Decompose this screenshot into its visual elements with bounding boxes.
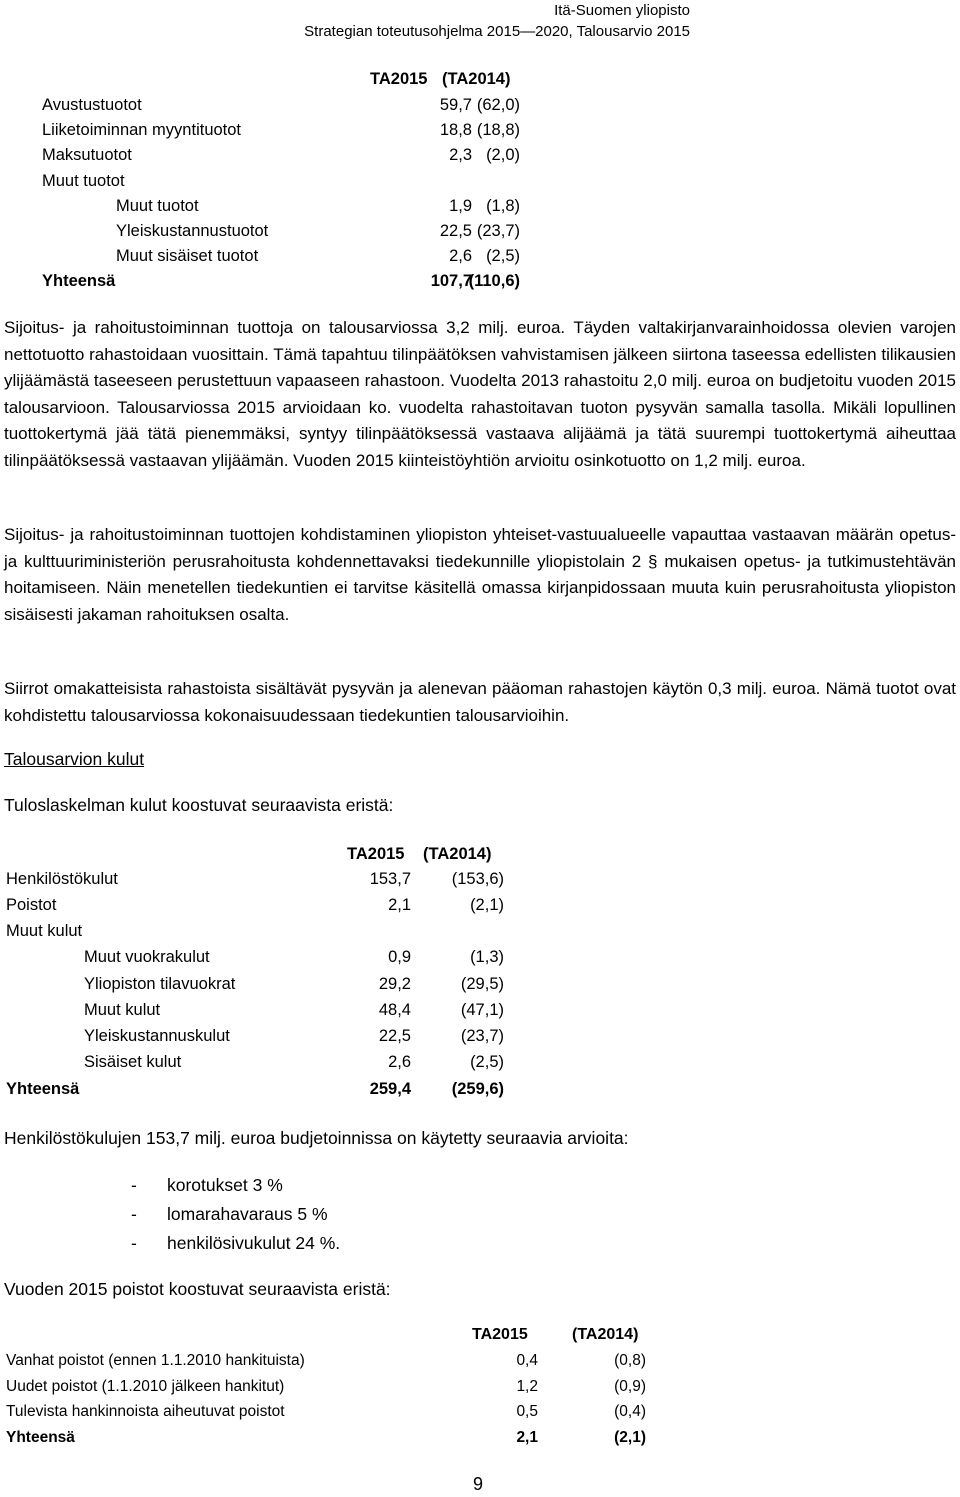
row-label: Uudet poistot (1.1.2010 jälkeen hankitut) <box>6 1378 285 1395</box>
paragraph-fund-transfers: Siirrot omakatteisista rahastoista sisältävät pysyvän ja alenevan pääoman rahastojen käytön 0,3 milj. euroa. Nämä tuotot ovat kohdistettu talousarviossa kokonaisuudessaan tiedekuntien talousarvioihin. <box>4 679 956 725</box>
list-item <box>131 1175 283 1196</box>
row-label: Avustustuotot <box>42 96 142 114</box>
row-value-2015: 259,4 <box>369 1080 411 1098</box>
row-value-2015: 107,7 <box>430 272 472 290</box>
paragraph-investment-income: Sijoitus- ja rahoitustoiminnan tuottoja on talousarviossa 3,2 milj. euroa. Täyden valtakirjanvarainhoidossa olevien varojen nettotuotto rahastoidaan vuosittain. Tämä tapahtuu tilinpäätöksen vahvistamisen jälkeen siirtona taseessa edellisten tilikausien ylijäämästä taseeseen perustettuun vapaaseen rahastoon. Vuodelta 2013 rahastoitu 2,0 milj. euroa on budjetoitu vuoden 2015 talousarvioon. Talousarviossa 2015 arvioidaan ko. vuodelta rahastoitavan tuoton pysyvän samalla tasolla. Mikäli lopullinen tuottokertymä jää tätä pienemmäksi, syntyy tilinpäätöksessä vastaava alijäämä ja tätä suurempi tuottokertymä aiheuttaa tilinpäätöksessä vastaavan ylijäämän. Vuoden 2015 kiinteistöyhtiön arvioitu osinkotuotto on 1,2 milj. euroa. <box>4 318 956 470</box>
row-value-2014: (2,5) <box>470 1053 504 1071</box>
row-value-2015: 1,9 <box>449 197 472 215</box>
row-label: Muut tuotot <box>42 172 125 190</box>
row-label: Henkilöstökulut <box>6 870 118 888</box>
row-value-2014: (2,5) <box>486 247 520 265</box>
table-row <box>42 197 522 221</box>
page-number: 9 <box>473 1474 484 1494</box>
row-value-2015: 2,1 <box>516 1429 538 1446</box>
row-value-2015: 29,2 <box>378 975 411 993</box>
row-value-2015: 2,6 <box>449 247 472 265</box>
table-row <box>42 96 522 120</box>
list-item-text: korotukset 3 % <box>167 1175 283 1195</box>
header-document-title: Strategian toteutusohjelma 2015—2020, Talousarvio 2015 <box>304 23 690 40</box>
table-row <box>6 975 506 999</box>
row-value-2014: (110,6) <box>468 272 520 290</box>
row-value-2014: (1,8) <box>486 197 520 215</box>
list-item <box>131 1204 328 1225</box>
income-col-ta2015: TA2015 <box>370 70 428 88</box>
row-value-2014: (259,6) <box>451 1080 504 1098</box>
table-row <box>6 948 506 972</box>
row-value-2014: (29,5) <box>460 975 504 993</box>
row-value-2015: 2,1 <box>388 896 411 914</box>
table-row <box>6 1352 648 1376</box>
table-row <box>42 121 522 145</box>
table-row <box>6 922 506 946</box>
list-dash: - <box>131 1204 137 1224</box>
table-row <box>42 172 522 196</box>
section-heading-costs: Talousarvion kulut <box>4 749 145 769</box>
row-value-2015: 0,4 <box>516 1352 538 1369</box>
page-header <box>304 0 690 42</box>
row-label: Yhteensä <box>6 1080 80 1098</box>
row-value-2015: 0,9 <box>388 948 411 966</box>
row-label: Sisäiset kulut <box>84 1053 182 1071</box>
depr-col-ta2014: (TA2014) <box>572 1326 639 1343</box>
row-label: Vanhat poistot (ennen 1.1.2010 hankituista) <box>6 1352 305 1369</box>
row-label: Tulevista hankinnoista aiheutuvat poistot <box>6 1403 285 1420</box>
income-col-ta2014: (TA2014) <box>442 70 511 88</box>
cost-col-ta2014: (TA2014) <box>423 845 492 863</box>
table-row <box>6 1403 648 1427</box>
row-label: Yliopiston tilavuokrat <box>84 975 236 993</box>
row-label: Muut sisäiset tuotot <box>116 247 259 265</box>
list-dash: - <box>131 1233 137 1253</box>
row-value-2014: (0,8) <box>614 1352 646 1369</box>
row-label: Maksutuotot <box>42 146 132 164</box>
list-item <box>131 1233 340 1254</box>
header-institution: Itä-Suomen yliopisto <box>554 2 690 19</box>
table-row <box>6 896 506 920</box>
table-row <box>42 247 522 271</box>
cost-col-ta2015: TA2015 <box>347 845 405 863</box>
row-label: Yhteensä <box>6 1429 75 1446</box>
row-label: Poistot <box>6 896 57 914</box>
row-value-2015: 0,5 <box>516 1403 538 1420</box>
table-row <box>6 1001 506 1025</box>
row-value-2014: (2,1) <box>470 896 504 914</box>
paragraph-allocation: Sijoitus- ja rahoitustoiminnan tuottojen kohdistaminen yliopiston yhteiset-vastuualueelle vapauttaa vastaavan määrän opetus- ja kulttuuriministeriön perusrahoitusta kohdennettavaksi tiedekunnille yliopistolain 2 § mukaisen opetus- ja tutkimustehtävän hoitamiseen. Näin menetellen tiedekuntien ei tarvitse käsitellä omassa kirjanpidossaan muuta kuin perusrahoitusta yliopiston sisäisesti jakaman rahoituksen osalta. <box>4 525 956 624</box>
list-dash: - <box>131 1175 137 1195</box>
row-value-2014: (23,7) <box>460 1027 504 1045</box>
table-row <box>42 146 522 170</box>
row-value-2015: 2,6 <box>388 1053 411 1071</box>
row-value-2015: 153,7 <box>369 870 411 888</box>
row-label: Yhteensä <box>42 272 116 290</box>
personnel-intro: Henkilöstökulujen 153,7 milj. euroa budjetoinnissa on käytetty seuraavia arvioita: <box>4 1128 629 1148</box>
row-value-2015: 48,4 <box>378 1001 411 1019</box>
row-value-2014: (0,4) <box>614 1403 646 1420</box>
row-label: Muut vuokrakulut <box>84 948 210 966</box>
row-value-2015: 22,5 <box>439 222 472 240</box>
row-value-2014: (18,8) <box>476 121 520 139</box>
table-row <box>6 1053 506 1077</box>
table-row-total <box>42 272 522 296</box>
table-row <box>6 1027 506 1051</box>
row-value-2015: 22,5 <box>378 1027 411 1045</box>
row-value-2014: (153,6) <box>451 870 504 888</box>
row-value-2014: (1,3) <box>470 948 504 966</box>
row-label: Muut tuotot <box>116 197 199 215</box>
row-value-2014: (47,1) <box>460 1001 504 1019</box>
row-value-2015: 59,7 <box>439 96 472 114</box>
table-row <box>6 870 506 894</box>
depr-col-ta2015: TA2015 <box>472 1326 528 1343</box>
table-row-total <box>6 1429 648 1453</box>
row-value-2014: (2,1) <box>614 1429 646 1446</box>
table-row <box>6 1378 648 1402</box>
row-label: Yleiskustannustuotot <box>116 222 269 240</box>
row-label: Muut kulut <box>6 922 83 940</box>
table-row <box>42 222 522 246</box>
row-value-2014: (62,0) <box>476 96 520 114</box>
row-label: Liiketoiminnan myyntituotot <box>42 121 242 139</box>
row-value-2015: 2,3 <box>449 146 472 164</box>
costs-intro: Tuloslaskelman kulut koostuvat seuraavista eristä: <box>4 795 394 815</box>
row-value-2014: (2,0) <box>486 146 520 164</box>
row-value-2015: 18,8 <box>439 121 472 139</box>
depreciation-intro: Vuoden 2015 poistot koostuvat seuraavista eristä: <box>4 1279 391 1299</box>
row-label: Yleiskustannuskulut <box>84 1027 230 1045</box>
table-row-total <box>6 1080 506 1104</box>
row-value-2014: (0,9) <box>614 1378 646 1395</box>
list-item-text: lomarahavaraus 5 % <box>167 1204 328 1224</box>
row-value-2014: (23,7) <box>476 222 520 240</box>
list-item-text: henkilösivukulut 24 %. <box>167 1233 341 1253</box>
row-label: Muut kulut <box>84 1001 161 1019</box>
row-value-2015: 1,2 <box>516 1378 538 1395</box>
